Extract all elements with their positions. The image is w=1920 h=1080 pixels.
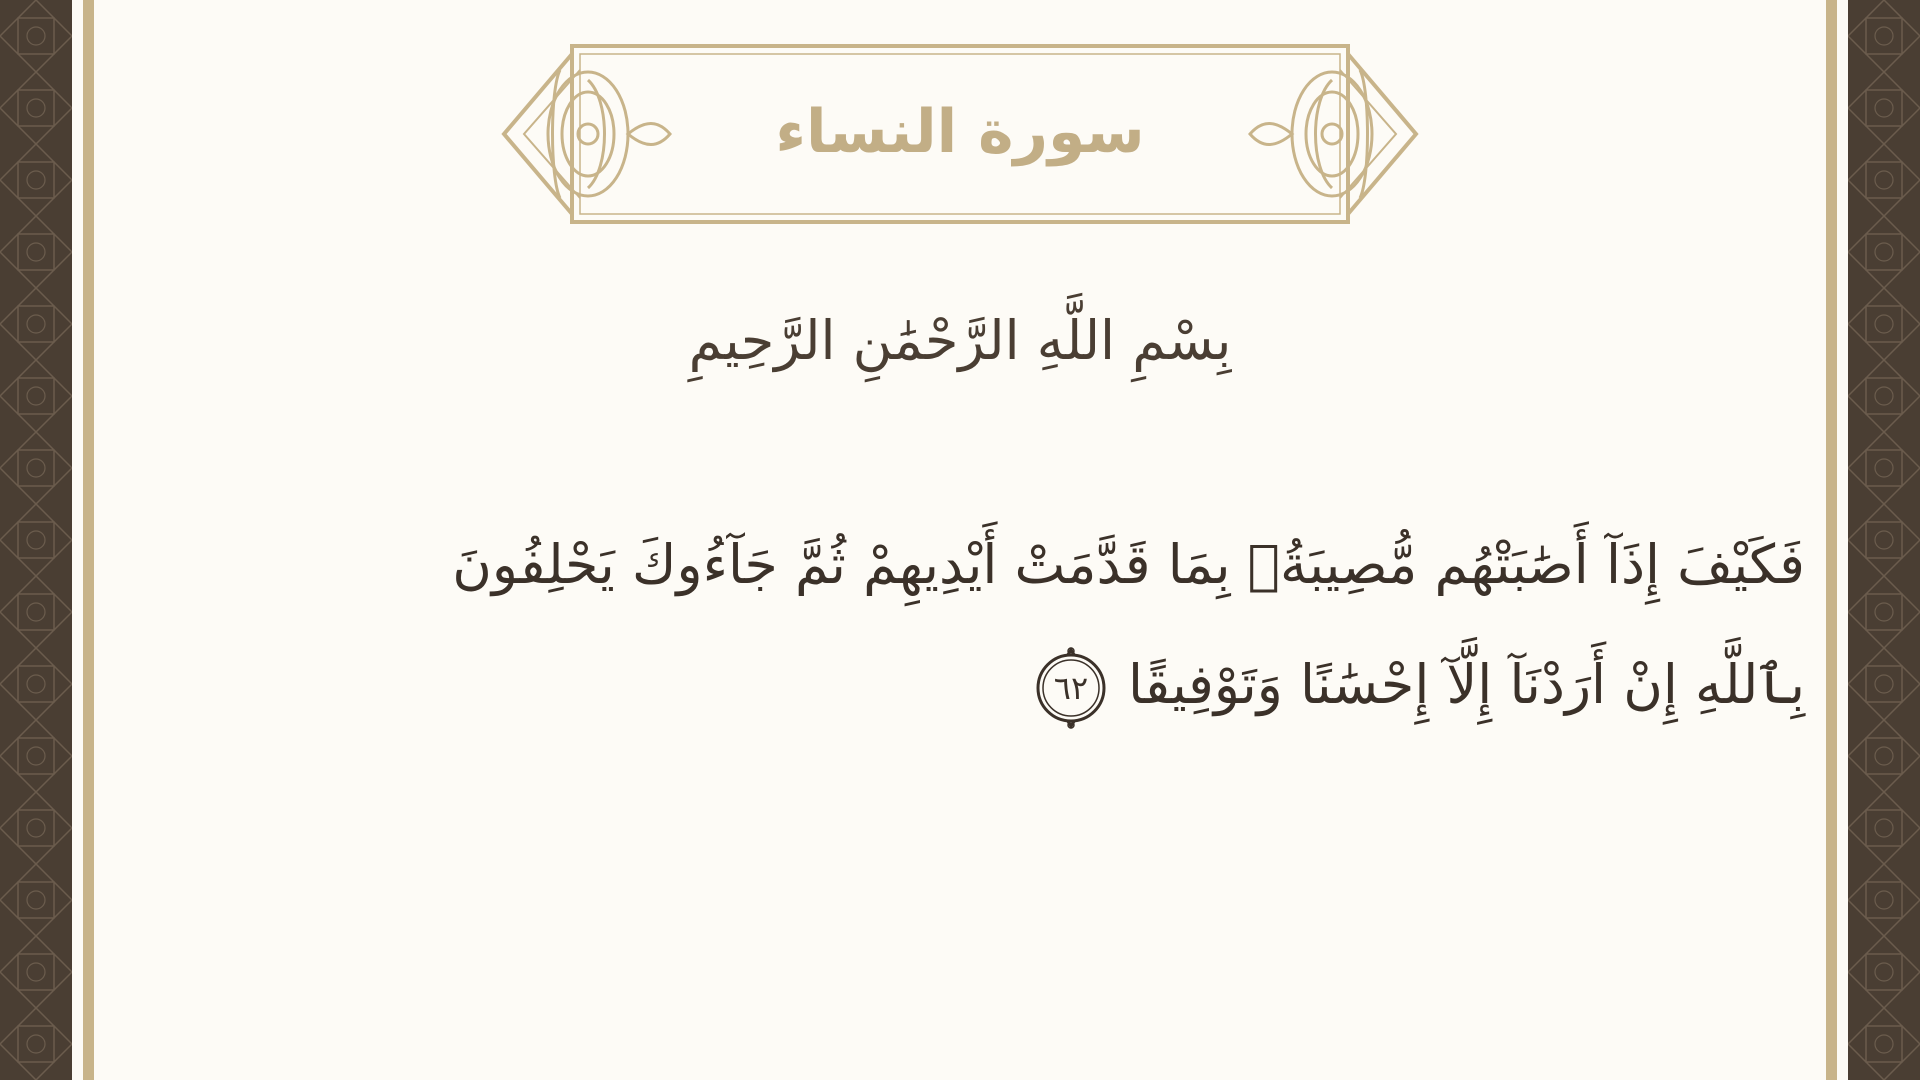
right-decorative-border bbox=[1848, 0, 1920, 1080]
ayah-end-marker bbox=[1028, 645, 1114, 731]
verse-text bbox=[270, 505, 1805, 745]
verse-line-2-text: بِٱللَّهِ إِنْ أَرَدْنَآ إِلَّآ إِحْسَٰنًا وَتَوْفِيقًا bbox=[1127, 653, 1805, 716]
verse-line-2 bbox=[270, 625, 1805, 745]
left-decorative-border bbox=[0, 0, 72, 1080]
surah-title: سورة النساء bbox=[775, 97, 1145, 167]
right-gold-rule bbox=[1826, 0, 1837, 1080]
ayah-number: ٦٢ bbox=[1053, 669, 1089, 708]
verse-line-1: فَكَيْفَ إِذَآ أَصَٰبَتْهُم مُّصِيبَةُۢ بِمَا قَدَّمَتْ أَيْدِيهِمْ ثُمَّ جَآءُوكَ يَحْلِفُونَ bbox=[452, 533, 1805, 596]
left-gold-rule bbox=[83, 0, 94, 1080]
basmala-calligraphy: بِسْمِ اللَّهِ الرَّحْمَٰنِ الرَّحِيمِ bbox=[688, 308, 1232, 372]
surah-header bbox=[500, 40, 1420, 230]
